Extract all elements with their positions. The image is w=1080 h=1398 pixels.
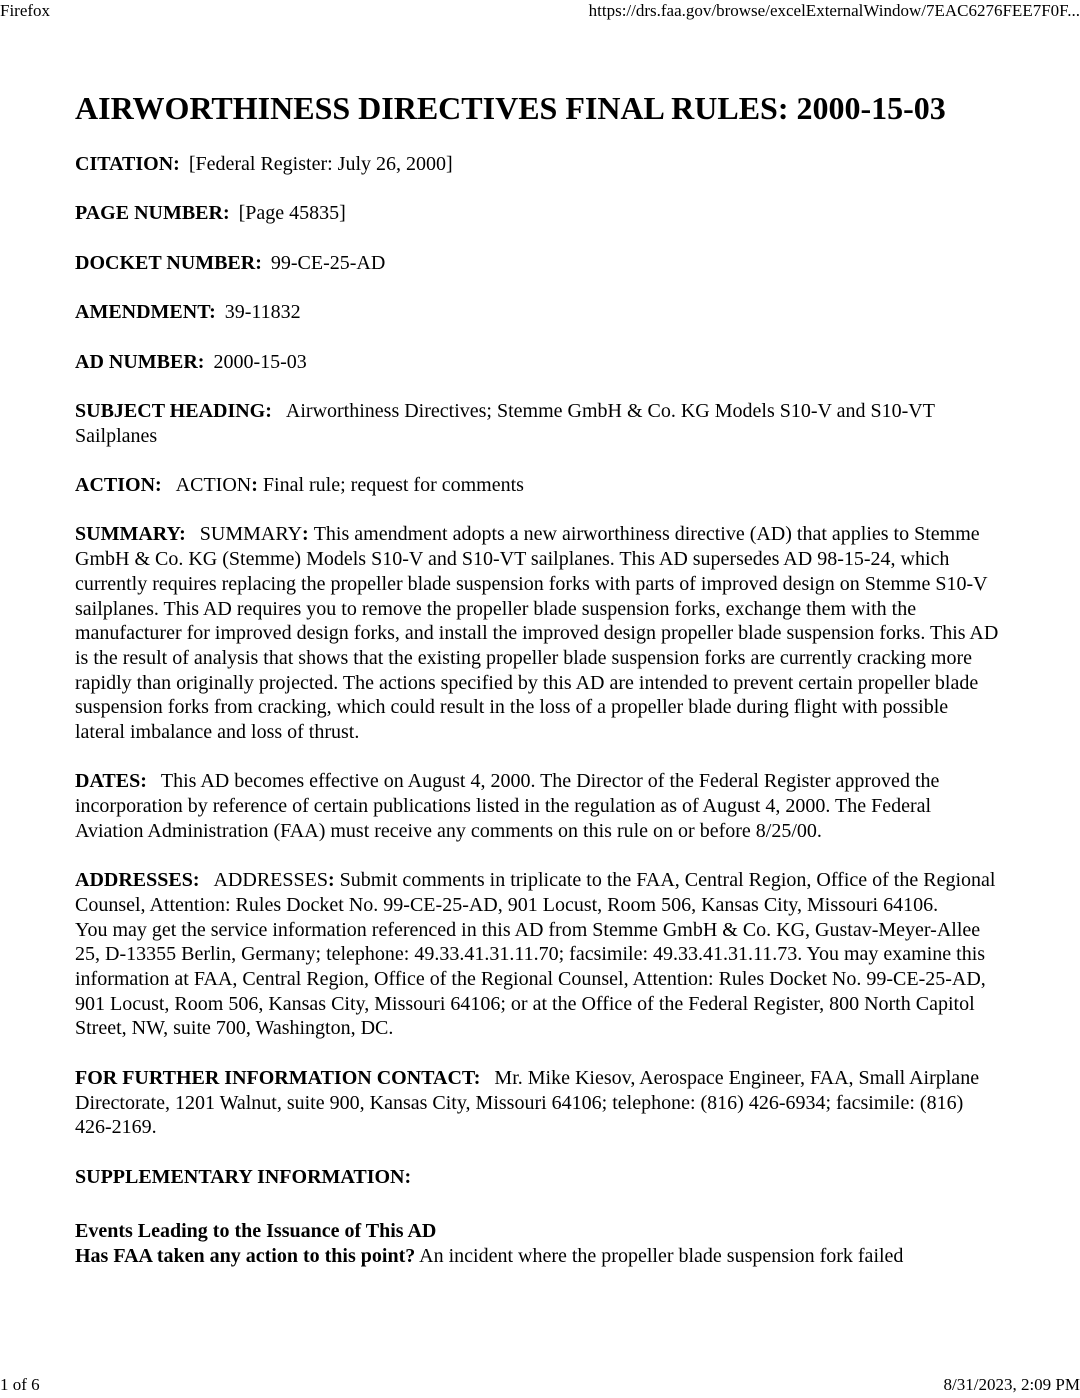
dates-field	[75, 769, 1000, 843]
subject-heading-value: Airworthiness Directives; Stemme GmbH & Co. KG Models S10-V and S10-VT Sailplanes	[75, 399, 935, 447]
addresses-field: ADDRESSES: ADDRESSES: Submit comments in triplicate to the FAA, Central Region, Office of the Regional Counsel, Attention: Rules Docket No. 99-CE-25-AD, 901 Locust, Room 506, Kansas City, Missouri 64106. You may get the service information referenced in this AD from Stemme GmbH & Co. KG, Gustav-Meyer-Allee 25, D-13355 Berlin, Germany; telephone: 49.33.41.31.11.70; facsimile: 49.33.41.31.11.73. You may examine this information at FAA, Central Region, Office of the Regional Counsel, Attention: Rules Docket No. 99-CE-25-AD, 901 Locust, Room 506, Kansas City, Missouri 64106; or at the Office of the Federal Register, 800 North Capitol Street, NW, suite 700, Washington, DC.	[75, 868, 1000, 1041]
ad-number-field	[75, 350, 1000, 375]
document-title: AIRWORTHINESS DIRECTIVES FINAL RULES: 2000-15-03	[75, 90, 946, 126]
contact-address: Directorate, 1201 Walnut, suite 900, Kansas City, Missouri 64106; telephone: (816) 426-6934; facsimile: (816) 426-2169.	[75, 1091, 964, 1139]
addresses-inner-label: ADDRESSES	[213, 869, 328, 892]
amendment-value: 39-11832	[224, 301, 301, 324]
question-text: Has FAA taken any action to this point?	[75, 1245, 416, 1268]
browser-app-name: Firefox	[0, 1, 51, 20]
contact-value: Mr. Mike Kiesov, Aerospace Engineer, FAA, Small Airplane	[494, 1066, 980, 1089]
summary-inner-label: SUMMARY	[199, 523, 303, 546]
subject-heading-field	[75, 399, 1000, 448]
supplementary-label: SUPPLEMENTARY INFORMATION:	[75, 1165, 412, 1188]
print-footer	[0, 1372, 1080, 1398]
summary-field: SUMMARY: SUMMARY: This amendment adopts a new airworthiness directive (AD) that applies to Stemme GmbH & Co. KG (Stemme) Models S10-V and S10-VT sailplanes. This AD supersedes AD 98-15-24, which currently requires replacing the propeller blade suspension forks with parts of improved design on Stemme S10-V sailplanes. This AD requires you to remove the propeller blade suspension forks, exchange them with the manufacturer for improved design forks, and install the improved design propeller blade suspension forks. This AD is the result of analysis that shows that the existing propeller blade suspension forks are currently cracking more rapidly than originally projected. The actions specified by this AD are intended to prevent certain propeller blade suspension forks from cracking, which could result in the loss of a propeller blade during flight with possible lateral imbalance and loss of thrust.	[75, 523, 999, 744]
addresses-value: Submit comments in triplicate to the FAA, Central Region, Office of the Regional Counsel, Attention: Rules Docket No. 99-CE-25-AD, 901 Locust, Room 506, Kansas City, Missouri 64106.	[75, 869, 996, 916]
contact-field	[75, 1066, 1000, 1140]
action-label: ACTION:	[75, 474, 162, 497]
print-header	[0, 0, 1080, 24]
dates-label: DATES:	[75, 770, 147, 793]
subject-heading-label: SUBJECT HEADING:	[75, 399, 272, 422]
ad-number-value: 2000-15-03	[213, 350, 307, 373]
citation-field	[75, 152, 1000, 177]
page-url[interactable]: https://drs.faa.gov/browse/excelExternalWindow/7EAC6276FEE7F0F...	[588, 1, 1080, 20]
first-question	[75, 1244, 1000, 1269]
supplementary-field	[75, 1165, 1000, 1190]
page-number-field	[75, 201, 1000, 226]
events-heading: Events Leading to the Issuance of This AD	[75, 1220, 437, 1243]
action-inner-label: ACTION	[175, 474, 252, 497]
document-body	[75, 88, 1000, 1269]
action-value: Final rule; request for comments	[262, 474, 524, 497]
addresses-label: ADDRESSES:	[75, 869, 200, 892]
amendment-field	[75, 300, 1000, 325]
dates-value: This AD becomes effective on August 4, 2000. The Director of the Federal Register approved the incorporation by reference of certain publications listed in the regulation as of August 4, 2000. The Federal Aviation Administration (FAA) must receive any comments on this rule on or before 8/25/00.	[75, 770, 940, 842]
docket-number-field	[75, 251, 1000, 276]
summary-label: SUMMARY:	[75, 523, 186, 546]
answer-text: An incident where the propeller blade suspension fork failed	[419, 1245, 904, 1268]
citation-value: [Federal Register: July 26, 2000]	[188, 153, 453, 175]
summary-value: This amendment adopts a new airworthiness directive (AD) that applies to Stemme GmbH & Co. KG (Stemme) Models S10-V and S10-VT sailplanes. This AD supersedes AD 98-15-24, which currently requires replacing the propeller blade suspension forks with parts of improved design on Stemme S10-V sailplanes. This AD requires you to remove the propeller blade suspension forks, exchange them with the manufacturer for improved design forks, and install the improved design propeller blade suspension forks. This AD is the result of analysis that shows that the existing propeller blade suspension forks are currently cracking more rapidly than originally projected. The actions specified by this AD are intended to prevent certain propeller blade suspension forks from cracking, which could result in the loss of a propeller blade during flight with possible lateral imbalance and loss of thrust.	[75, 523, 999, 744]
amendment-label: AMENDMENT:	[75, 301, 216, 324]
ad-number-label: AD NUMBER:	[75, 350, 205, 373]
page-number-label: PAGE NUMBER:	[75, 202, 230, 225]
docket-number-value: 99-CE-25-AD	[270, 251, 386, 274]
citation-label: CITATION:	[75, 153, 180, 175]
page-indicator: 1 of 6	[0, 1375, 40, 1394]
page-number-value: [Page 45835]	[238, 202, 346, 225]
action-field: ACTION: ACTION: Final rule; request for comments	[75, 474, 524, 497]
contact-label: FOR FURTHER INFORMATION CONTACT:	[75, 1066, 481, 1089]
docket-number-label: DOCKET NUMBER:	[75, 251, 262, 274]
print-datetime: 8/31/2023, 2:09 PM	[943, 1375, 1080, 1394]
addresses-service-info: You may get the service information referenced in this AD from Stemme GmbH & Co. KG, Gustav-Meyer-Allee 25, D-13355 Berlin, Germany; telephone: 49.33.41.31.11.70; facsimile: 49.33.41.31.11.73. You may examine this information at FAA, Central Region, Office of the Regional Counsel, Attention: Rules Docket No. 99-CE-25-AD, 901 Locust, Room 506, Kansas City, Missouri 64106; or at the Office of the Federal Register, 800 North Capitol Street, NW, suite 700, Washington, DC.	[75, 918, 986, 1040]
